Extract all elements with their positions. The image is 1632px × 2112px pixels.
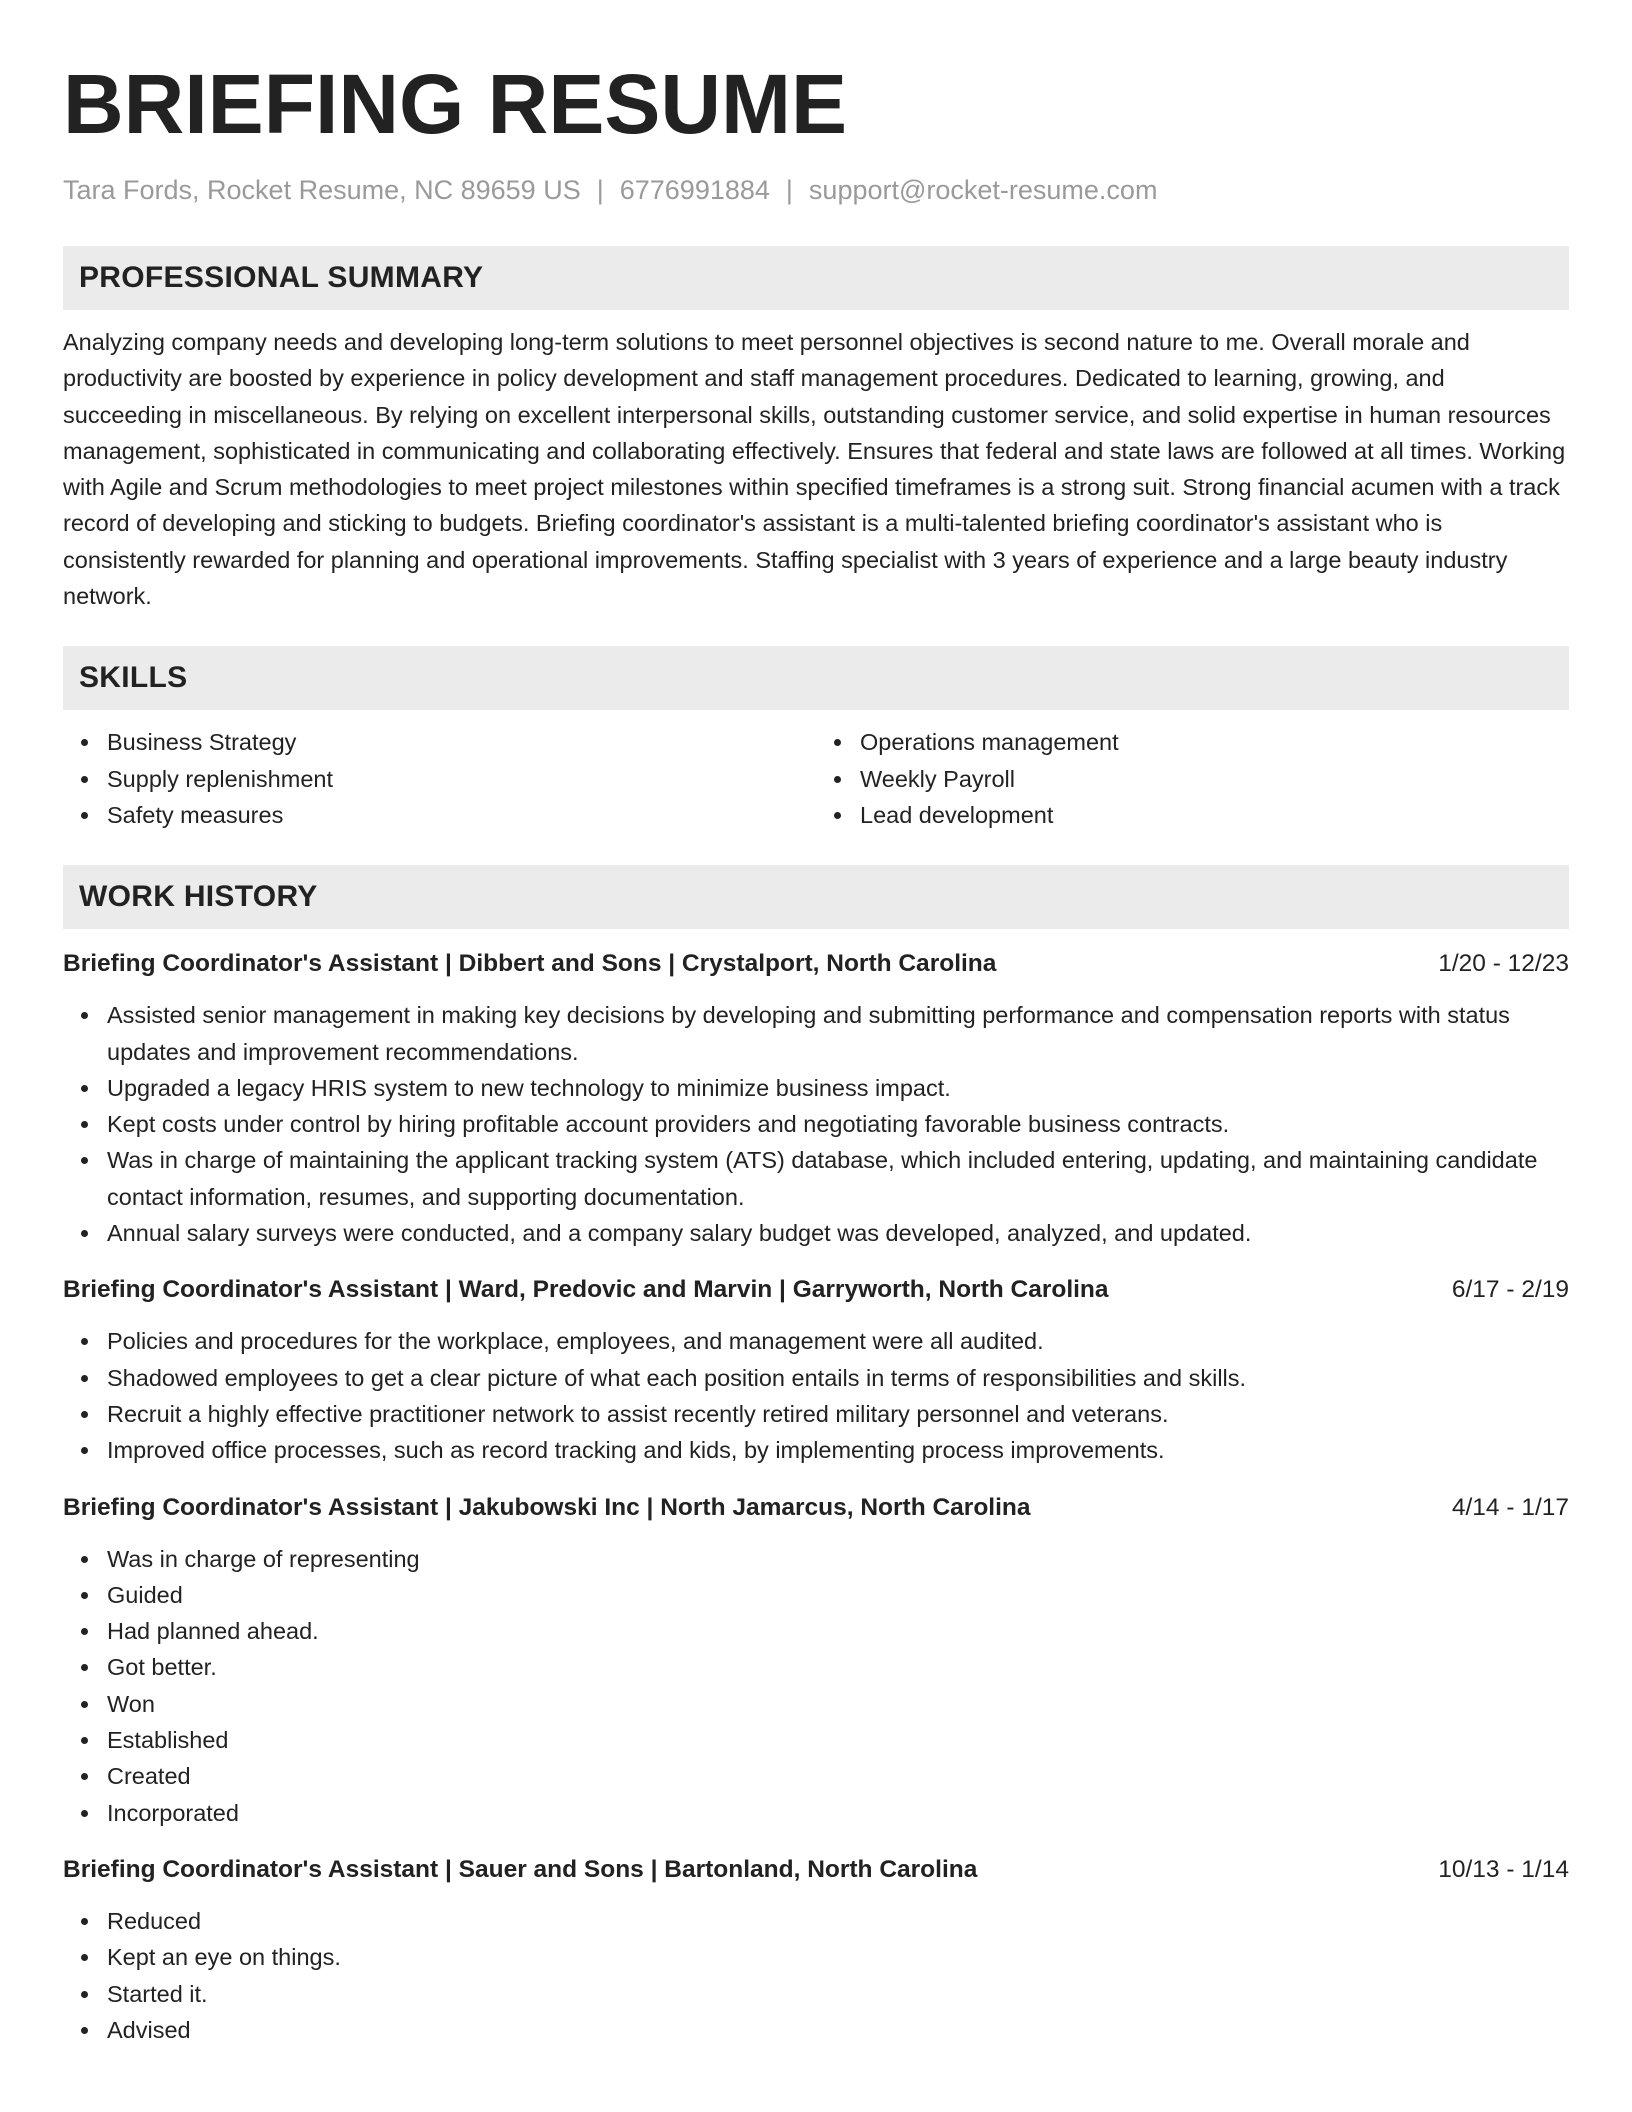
skill-item: Lead development <box>860 797 1569 833</box>
job-bullets <box>63 1541 1569 1831</box>
job-entry <box>63 1273 1569 1468</box>
work-section-header <box>63 865 1569 929</box>
job-bullet: Established <box>107 1722 1569 1758</box>
summary-heading: PROFESSIONAL SUMMARY <box>79 261 484 294</box>
job-bullets <box>63 1323 1569 1468</box>
contact-line <box>63 172 1569 208</box>
skills-heading: SKILLS <box>79 661 188 695</box>
contact-address: Tara Fords, Rocket Resume, NC 89659 US <box>63 175 581 205</box>
job-title: Briefing Coordinator's Assistant | Dibbert and Sons | Crystalport, North Carolina <box>63 950 997 978</box>
job-dates: 10/13 - 1/14 <box>1438 1855 1569 1883</box>
job-bullet: Won <box>107 1686 1569 1722</box>
job-bullet: Got better. <box>107 1649 1569 1685</box>
job-bullet: Guided <box>107 1577 1569 1613</box>
job-bullet: Reduced <box>107 1903 1569 1939</box>
summary-text: Analyzing company needs and developing long-term solutions to meet personnel objectives is second nature to me. Overall morale and productivity are boosted by experience in policy development and staff management procedures. Dedicated to learning, growing, and succeeding in miscellaneous. By relying on excellent interpersonal skills, outstanding customer service, and solid expertise in human resources management, sophisticated in communicating and collaborating effectively. Ensures that federal and state laws are followed at all times. Working with Agile and Scrum methodologies to meet project milestones within specified timeframes is a strong suit. Strong financial acumen with a track record of developing and sticking to budgets. Briefing coordinator's assistant is a multi-talented briefing coordinator's assistant who is consistently rewarded for planning and operational improvements. Staffing specialist with 3 years of experience and a large beauty industry network. <box>63 329 1566 610</box>
contact-separator: | <box>785 175 793 205</box>
job-bullet: Had planned ahead. <box>107 1613 1569 1649</box>
job-bullet: Kept an eye on things. <box>107 1939 1569 1975</box>
job-bullet: Annual salary surveys were conducted, and a company salary budget was developed, analyzed, and updated. <box>107 1215 1569 1251</box>
skill-item: Operations management <box>860 724 1569 760</box>
skill-item: Weekly Payroll <box>860 761 1569 797</box>
summary-section-header <box>63 246 1569 310</box>
job-bullet: Shadowed employees to get a clear picture of what each position entails in terms of responsibilities and skills. <box>107 1360 1569 1396</box>
contact-phone: 6776991884 <box>619 175 770 205</box>
job-dates: 6/17 - 2/19 <box>1451 1276 1569 1304</box>
skill-item: Safety measures <box>107 797 816 833</box>
job-bullet: Created <box>107 1758 1569 1794</box>
job-entry <box>63 1491 1569 1831</box>
job-title: Briefing Coordinator's Assistant | Sauer and Sons | Bartonland, North Carolina <box>63 1855 978 1883</box>
job-header <box>63 1491 1569 1525</box>
job-dates: 4/14 - 1/17 <box>1451 1493 1569 1521</box>
resume-title: BRIEFING RESUME <box>63 57 848 151</box>
job-bullets <box>63 1903 1569 2048</box>
job-header <box>63 1273 1569 1307</box>
contact-email: support@rocket-resume.com <box>808 175 1158 205</box>
skills-list <box>63 724 1569 833</box>
job-entry <box>63 1853 1569 2048</box>
job-dates: 1/20 - 12/23 <box>1438 950 1569 978</box>
job-bullet: Was in charge of representing <box>107 1541 1569 1577</box>
job-title: Briefing Coordinator's Assistant | Jakubowski Inc | North Jamarcus, North Carolina <box>63 1493 1031 1521</box>
job-header <box>63 1853 1569 1887</box>
job-header <box>63 947 1569 981</box>
work-heading: WORK HISTORY <box>79 880 318 914</box>
job-bullet: Was in charge of maintaining the applicant tracking system (ATS) database, which included entering, updating, and maintaining candidate contact information, resumes, and supporting documentation. <box>107 1142 1569 1215</box>
skills-column-left <box>63 724 816 833</box>
job-bullet: Upgraded a legacy HRIS system to new technology to minimize business impact. <box>107 1070 1569 1106</box>
job-bullet: Advised <box>107 2012 1569 2048</box>
job-bullet: Recruit a highly effective practitioner network to assist recently retired military personnel and veterans. <box>107 1396 1569 1432</box>
contact-separator: | <box>596 175 604 205</box>
job-title: Briefing Coordinator's Assistant | Ward, Predovic and Marvin | Garryworth, North Carolina <box>63 1276 1109 1304</box>
job-bullet: Kept costs under control by hiring profitable account providers and negotiating favorable business contracts. <box>107 1106 1569 1142</box>
job-bullet: Incorporated <box>107 1795 1569 1831</box>
job-bullet: Started it. <box>107 1976 1569 2012</box>
skill-item: Supply replenishment <box>107 761 816 797</box>
job-bullet: Improved office processes, such as record tracking and kids, by implementing process improvements. <box>107 1432 1569 1468</box>
job-bullets <box>63 997 1569 1251</box>
skills-section-header <box>63 646 1569 710</box>
job-entry <box>63 947 1569 1251</box>
job-bullet: Assisted senior management in making key decisions by developing and submitting performance and compensation reports with status updates and improvement recommendations. <box>107 997 1569 1070</box>
skills-column-right <box>816 724 1569 833</box>
skill-item: Business Strategy <box>107 724 816 760</box>
job-bullet: Policies and procedures for the workplace, employees, and management were all audited. <box>107 1323 1569 1359</box>
